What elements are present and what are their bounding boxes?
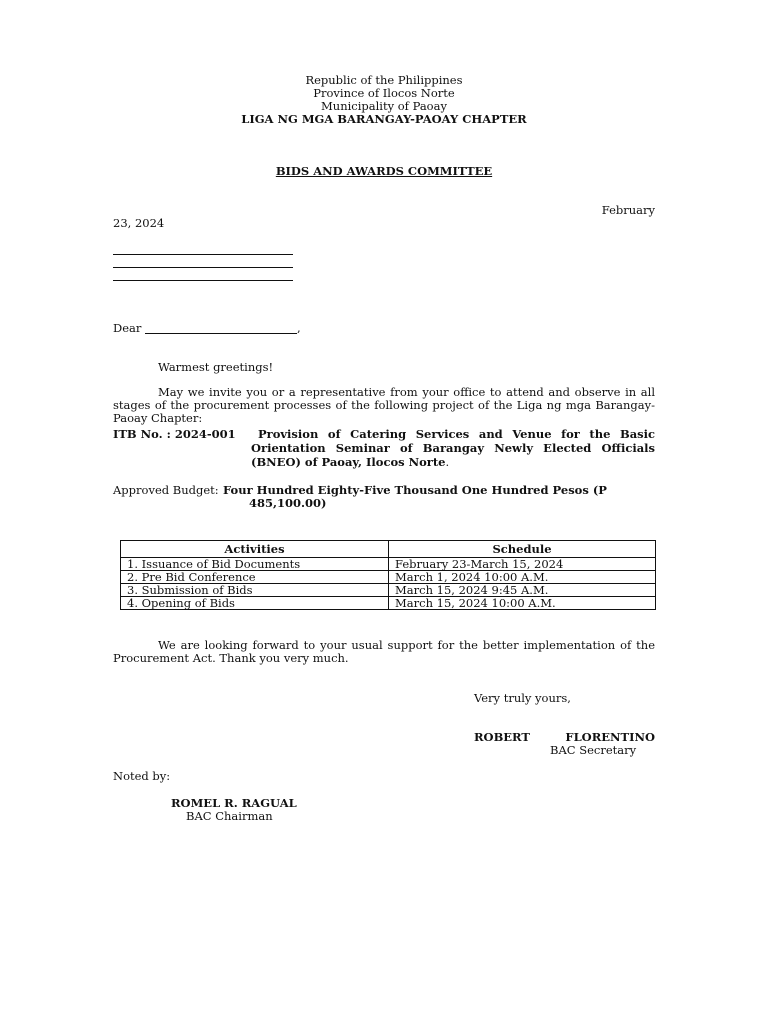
- activity-cell: 4. Opening of Bids: [121, 597, 389, 610]
- table-row: [121, 571, 656, 584]
- table-row: [121, 584, 656, 597]
- header-activities: Activities: [121, 541, 389, 558]
- schedule-cell: March 15, 2024 9:45 A.M.: [389, 584, 656, 597]
- header-municipality: Municipality of Paoay: [321, 99, 447, 113]
- date-month: February: [601, 203, 655, 217]
- activity-cell: 1. Issuance of Bid Documents: [121, 558, 389, 571]
- budget-line1: Four Hundred Eighty-Five Thousand One Hundred Pesos (P: [223, 483, 607, 497]
- signatory-first-name: ROBERT: [474, 730, 530, 744]
- date-day-year: 23, 2024: [113, 216, 165, 230]
- noted-by-label: Noted by:: [113, 769, 171, 783]
- closing-paragraph: We are looking forward to your usual support for the better implementation of the Procurement Act. Thank you very much.: [113, 638, 655, 665]
- chairman-name: ROMEL R. RAGUAL: [171, 796, 297, 810]
- itb-title-line3: (BNEO) of Paoay, Ilocos Norte: [251, 455, 446, 469]
- table-header-row: [121, 541, 656, 558]
- header-province: Province of Ilocos Norte: [313, 86, 455, 100]
- valediction: Very truly yours,: [474, 691, 571, 705]
- invite-paragraph: May we invite you or a representative from your office to attend and observe in all stages of the procurement processes of the following project of the Liga ng mga Barangay-Paoay Chapter:: [113, 385, 655, 425]
- activity-cell: 2. Pre Bid Conference: [121, 571, 389, 584]
- greeting-text: Warmest greetings!: [158, 360, 274, 374]
- address-line-2: [113, 267, 293, 268]
- chairman-title: BAC Chairman: [186, 809, 273, 823]
- itb-title-line3-wrap: [251, 455, 449, 469]
- schedule-cell: February 23-March 15, 2024: [389, 558, 656, 571]
- signatory-title: BAC Secretary: [550, 743, 637, 757]
- header-schedule: Schedule: [389, 541, 656, 558]
- table-row: [121, 597, 656, 610]
- activity-cell: 3. Submission of Bids: [121, 584, 389, 597]
- address-line-3: [113, 280, 293, 281]
- itb-label: ITB No. : 2024-001: [113, 427, 236, 441]
- signatory-last-name: FLORENTINO: [565, 730, 655, 744]
- itb-title-line2: Orientation Seminar of Barangay Newly Elected Officials: [251, 441, 655, 455]
- salutation-comma: ,: [297, 321, 301, 335]
- schedule-cell: March 15, 2024 10:00 A.M.: [389, 597, 656, 610]
- itb-period: .: [445, 455, 450, 469]
- schedule-cell: March 1, 2024 10:00 A.M.: [389, 571, 656, 584]
- schedule-table: [120, 540, 656, 610]
- table-row: [121, 558, 656, 571]
- header-liga: LIGA NG MGA BARANGAY-PAOAY CHAPTER: [241, 112, 527, 126]
- committee-title: BIDS AND AWARDS COMMITTEE: [275, 164, 493, 178]
- header-republic: Republic of the Philippines: [305, 73, 463, 87]
- budget-line2: 485,100.00): [249, 496, 327, 510]
- salutation-blank: [145, 333, 297, 334]
- address-line-1: [113, 254, 293, 255]
- itb-title-line1: Provision of Catering Services and Venue for the Basic: [258, 427, 655, 441]
- budget-label: Approved Budget:: [113, 483, 219, 497]
- salutation-dear: Dear: [113, 321, 142, 335]
